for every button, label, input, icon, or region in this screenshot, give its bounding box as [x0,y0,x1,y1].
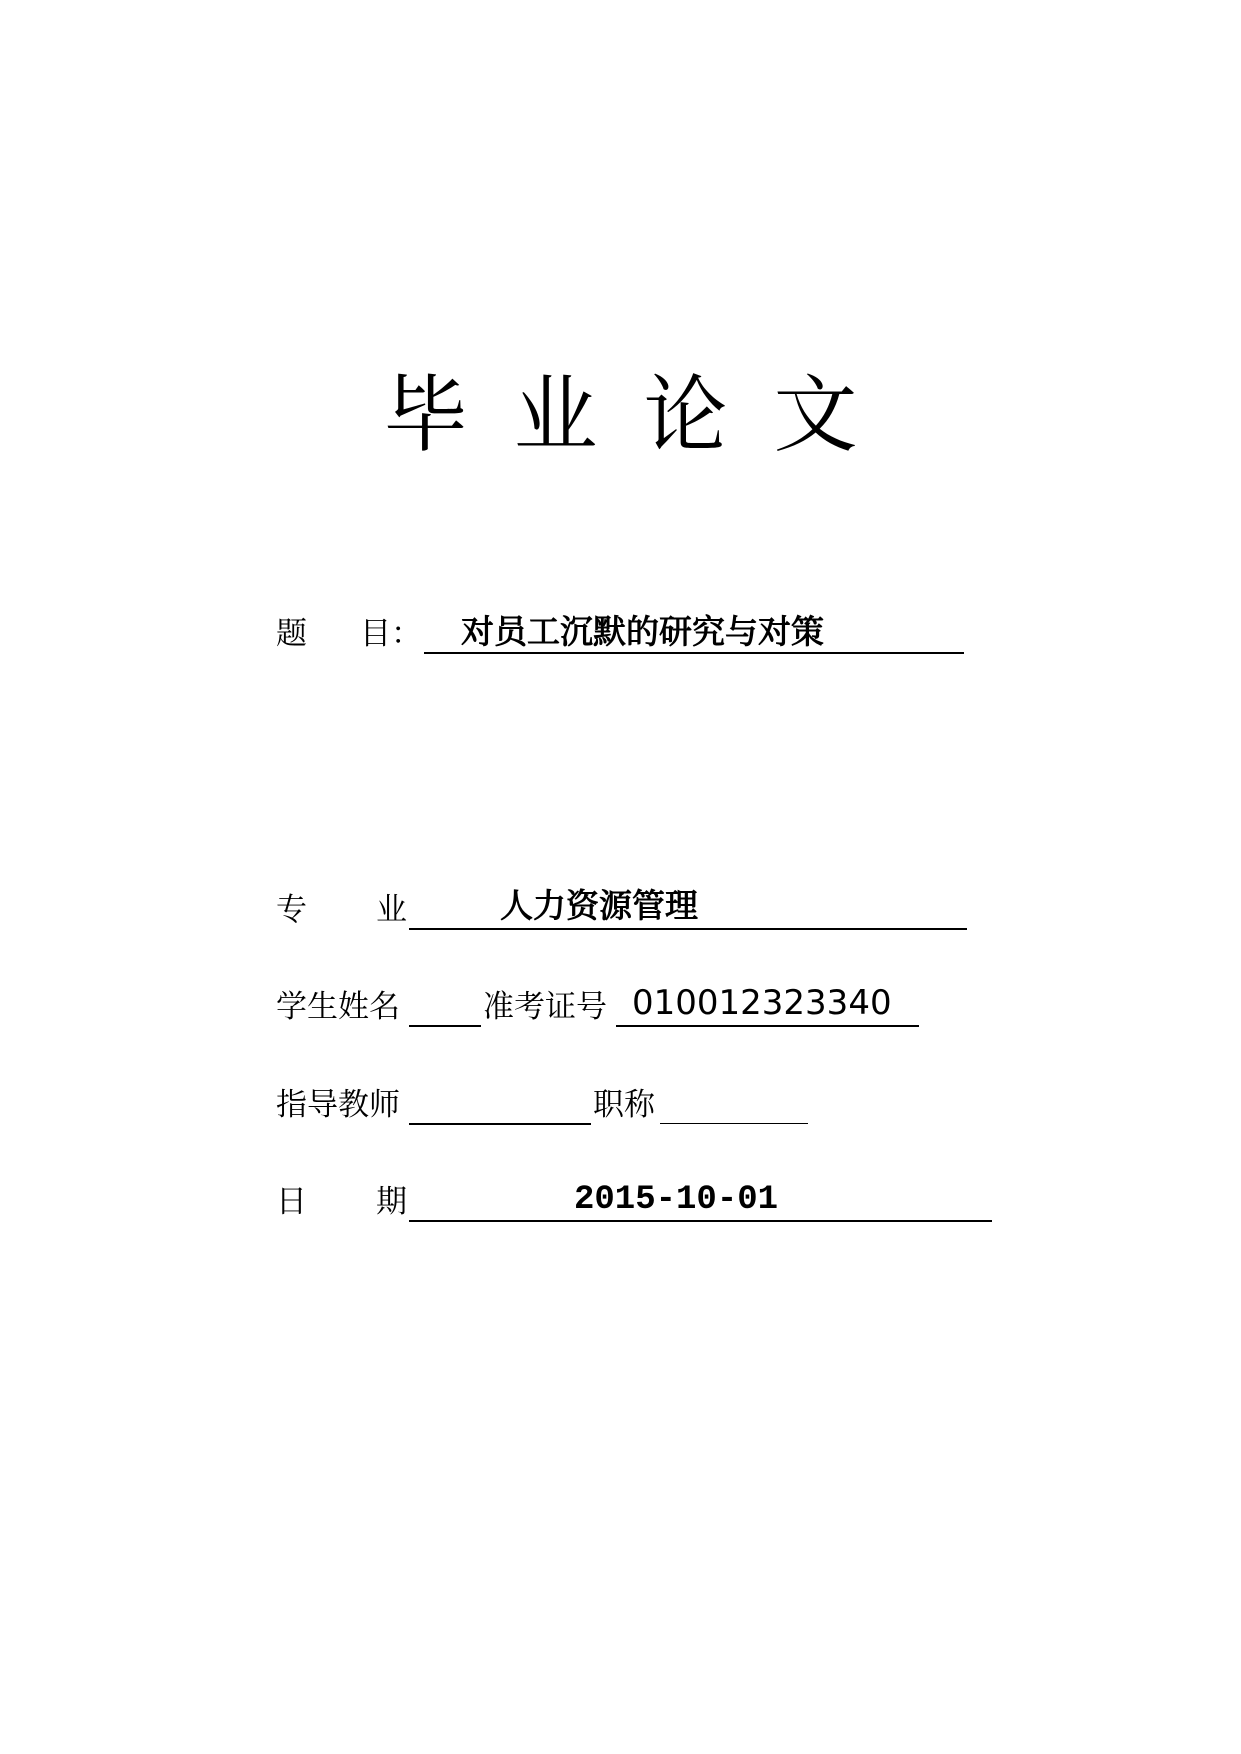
major-row [276,888,976,938]
exam-id-label: 准考证号 [483,989,607,1025]
advisor-label: 指导教师 [276,1087,400,1123]
title-char: 毕 [383,366,468,464]
major-label-a: 专 [276,892,307,928]
major-value: 人力资源管理 [500,886,698,925]
student-name-label: 学生姓名 [276,989,400,1025]
topic-label-b: 目： [360,616,422,652]
title-char: 文 [773,366,858,464]
date-value: 2015-10-01 [574,1181,779,1219]
title-rank-label: 职称 [593,1087,655,1123]
date-row [276,1180,1016,1230]
topic-row [276,612,976,662]
title-rank-underline [660,1123,808,1124]
title-char: 业 [513,366,598,464]
document-title [0,365,1241,465]
advisor-row [276,1083,976,1133]
topic-label-a: 题 [276,616,307,652]
exam-id-underline [616,1025,919,1027]
topic-value: 对员工沉默的研究与对策 [461,612,824,651]
major-underline [409,928,967,930]
title-char: 论 [643,366,728,464]
date-label-b: 期 [376,1184,407,1220]
date-label-a: 日 [276,1184,307,1220]
advisor-underline [409,1123,591,1125]
exam-id-value: 010012323340 [632,983,892,1023]
student-name-underline [409,1025,481,1027]
student-row [276,985,976,1035]
major-label-b: 业 [376,892,407,928]
